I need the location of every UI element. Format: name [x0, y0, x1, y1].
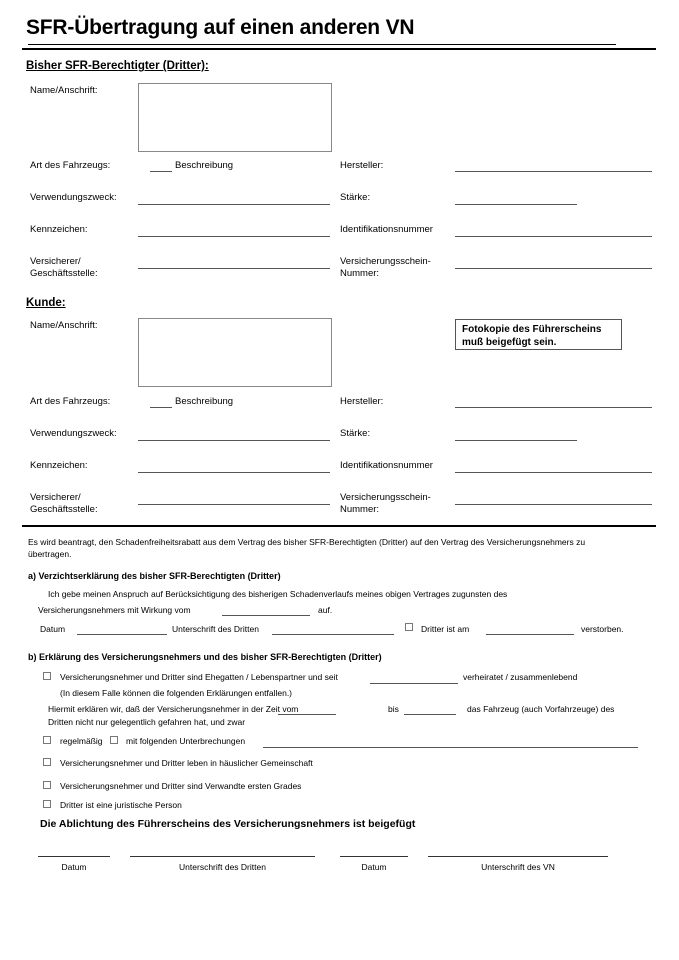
input-date-section-a[interactable] — [77, 634, 167, 635]
input-driving-from-date[interactable] — [278, 714, 336, 715]
label-insurer-customer: Versicherer/ — [30, 492, 81, 503]
label-insurer-office-third-party: Geschäftsstelle: — [30, 268, 98, 279]
label-signature-vn: Unterschrift des VN — [481, 862, 555, 872]
label-signature-date-2: Datum — [361, 862, 387, 872]
label-regular: regelmäßig — [60, 736, 103, 746]
label-vehicle-type-customer: Art des Fahrzeugs: — [30, 396, 111, 407]
input-purpose-third-party[interactable] — [138, 204, 330, 205]
input-interruptions-detail[interactable] — [263, 747, 638, 748]
notice-line-2: muß beigefügt sein. — [462, 337, 557, 348]
label-identification-number-customer: Identifikationsnummer — [340, 460, 433, 471]
input-name-address-customer[interactable] — [138, 318, 332, 387]
input-policy-number-customer[interactable] — [455, 504, 652, 505]
title-rule-thin — [28, 44, 616, 45]
declaration-section-a-text-line-2-post: auf. — [318, 605, 333, 615]
label-date-section-a: Datum — [40, 624, 66, 634]
input-power-third-party[interactable] — [455, 204, 577, 205]
input-manufacturer-third-party[interactable] — [455, 171, 652, 172]
input-signature-third-party-section-a[interactable] — [272, 634, 394, 635]
checkbox-interruptions[interactable] — [110, 736, 118, 744]
label-plate-customer: Kennzeichen: — [30, 460, 88, 471]
input-signature-vn[interactable] — [428, 856, 608, 857]
input-spouse-since-date[interactable] — [370, 683, 458, 684]
declaration-intro-line-2: übertragen. — [28, 549, 72, 559]
notice-line-1: Fotokopie des Führerscheins — [462, 324, 602, 335]
label-household-community: Versicherungsnehmer und Dritter leben in häuslicher Gemeinschaft — [60, 758, 313, 768]
section-heading-third-party: Bisher SFR-Berechtigter (Dritter): — [26, 60, 209, 72]
label-name-address-customer: Name/Anschrift: — [30, 320, 98, 331]
label-driving-period-pre: Hiermit erklären wir, daß der Versicherungsnehmer in der Zeit vom — [48, 704, 299, 714]
checkbox-household-community[interactable] — [43, 758, 51, 766]
label-purpose-customer: Verwendungszweck: — [30, 428, 117, 439]
input-purpose-customer[interactable] — [138, 440, 330, 441]
declaration-section-a-heading: a) Verzichtserklärung des bisher SFR-Berechtigten (Dritter) — [28, 571, 281, 581]
label-manufacturer-third-party: Hersteller: — [340, 160, 384, 171]
label-purpose-third-party: Verwendungszweck: — [30, 192, 117, 203]
input-driving-to-date[interactable] — [404, 714, 456, 715]
page-title: SFR-Übertragung auf einen anderen VN — [26, 16, 415, 39]
label-policy-number-customer: Versicherungsschein- — [340, 492, 431, 503]
label-name-address-third-party: Name/Anschrift: — [30, 85, 98, 96]
label-spouse-note: (In diesem Falle können die folgenden Erklärungen entfallen.) — [60, 688, 293, 698]
section-heading-customer: Kunde: — [26, 297, 66, 309]
input-deceased-date[interactable] — [486, 634, 574, 635]
label-third-party-deceased-pre: Dritter ist am — [421, 624, 470, 634]
label-power-customer: Stärke: — [340, 428, 371, 439]
label-interruptions: mit folgenden Unterbrechungen — [126, 736, 246, 746]
declaration-section-a-text-line-2-pre: Versicherungsnehmers mit Wirkung vom — [38, 605, 191, 615]
checkbox-regular[interactable] — [43, 736, 51, 744]
label-description-third-party: Beschreibung — [175, 160, 234, 171]
input-power-customer[interactable] — [455, 440, 577, 441]
declaration-intro-line-1: Es wird beantragt, den Schadenfreiheitsrabatt aus dem Vertrag des bisher SFR-Berechtigten (Dritter) auf den Vertrag des Versicherungsnehmers zu — [28, 537, 586, 547]
label-signature-third-party: Unterschrift des Dritten — [179, 862, 266, 872]
checkbox-first-degree-relatives[interactable] — [43, 781, 51, 789]
label-description-customer: Beschreibung — [175, 396, 234, 407]
declaration-section-a-text-line-1: Ich gebe meinen Anspruch auf Berücksichtigung des bisherigen Schadenverlaufs meines obigen Vertrages zugunsten des — [48, 589, 508, 599]
notice-photocopy-license — [455, 319, 622, 350]
input-identification-number-customer[interactable] — [455, 472, 652, 473]
label-signature-date-1: Datum — [61, 862, 87, 872]
label-spouse-partner-pre: Versicherungsnehmer und Dritter sind Ehegatten / Lebenspartner und seit — [60, 672, 338, 682]
label-power-third-party: Stärke: — [340, 192, 371, 203]
input-vehicle-type-customer[interactable] — [150, 407, 172, 408]
label-third-party-deceased-post: verstorben. — [581, 624, 624, 634]
input-signature-date-2[interactable] — [340, 856, 408, 857]
input-identification-number-third-party[interactable] — [455, 236, 652, 237]
input-insurer-third-party[interactable] — [138, 268, 330, 269]
label-driving-period-post: das Fahrzeug (auch Vorfahrzeuge) des — [467, 704, 615, 714]
label-manufacturer-customer: Hersteller: — [340, 396, 384, 407]
input-plate-third-party[interactable] — [138, 236, 330, 237]
declaration-section-b-heading: b) Erklärung des Versicherungsnehmers und des bisher SFR-Berechtigten (Dritter) — [28, 652, 382, 662]
checkbox-third-party-deceased[interactable] — [405, 623, 413, 631]
input-manufacturer-customer[interactable] — [455, 407, 652, 408]
input-vehicle-type-third-party[interactable] — [150, 171, 172, 172]
input-policy-number-third-party[interactable] — [455, 268, 652, 269]
input-name-address-third-party[interactable] — [138, 83, 332, 152]
title-rule-thick — [22, 48, 656, 50]
label-identification-number-third-party: Identifikationsnummer — [340, 224, 433, 235]
label-driving-period-line-2: Dritten nicht nur gelegentlich gefahren hat, und zwar — [48, 717, 246, 727]
checkbox-spouse-partner[interactable] — [43, 672, 51, 680]
label-driving-period-mid: bis — [388, 704, 399, 714]
label-policy-number-cont-third-party: Nummer: — [340, 268, 380, 279]
input-signature-third-party[interactable] — [130, 856, 315, 857]
label-insurer-third-party: Versicherer/ — [30, 256, 81, 267]
label-spouse-partner-post: verheiratet / zusammenlebend — [463, 672, 578, 682]
label-license-copy-attached: Die Ablichtung des Führerscheins des Versicherungsnehmers ist beigefügt — [40, 818, 416, 830]
input-signature-date-1[interactable] — [38, 856, 110, 857]
section-divider — [22, 525, 656, 527]
label-vehicle-type-third-party: Art des Fahrzeugs: — [30, 160, 111, 171]
input-plate-customer[interactable] — [138, 472, 330, 473]
checkbox-legal-entity[interactable] — [43, 800, 51, 808]
label-signature-third-party-section-a: Unterschrift des Dritten — [172, 624, 259, 634]
label-insurer-office-customer: Geschäftsstelle: — [30, 504, 98, 515]
input-effective-date[interactable] — [222, 615, 310, 616]
label-legal-entity: Dritter ist eine juristische Person — [60, 800, 182, 810]
label-policy-number-cont-customer: Nummer: — [340, 504, 380, 515]
label-first-degree-relatives: Versicherungsnehmer und Dritter sind Verwandte ersten Grades — [60, 781, 302, 791]
label-policy-number-third-party: Versicherungsschein- — [340, 256, 431, 267]
label-plate-third-party: Kennzeichen: — [30, 224, 88, 235]
input-insurer-customer[interactable] — [138, 504, 330, 505]
